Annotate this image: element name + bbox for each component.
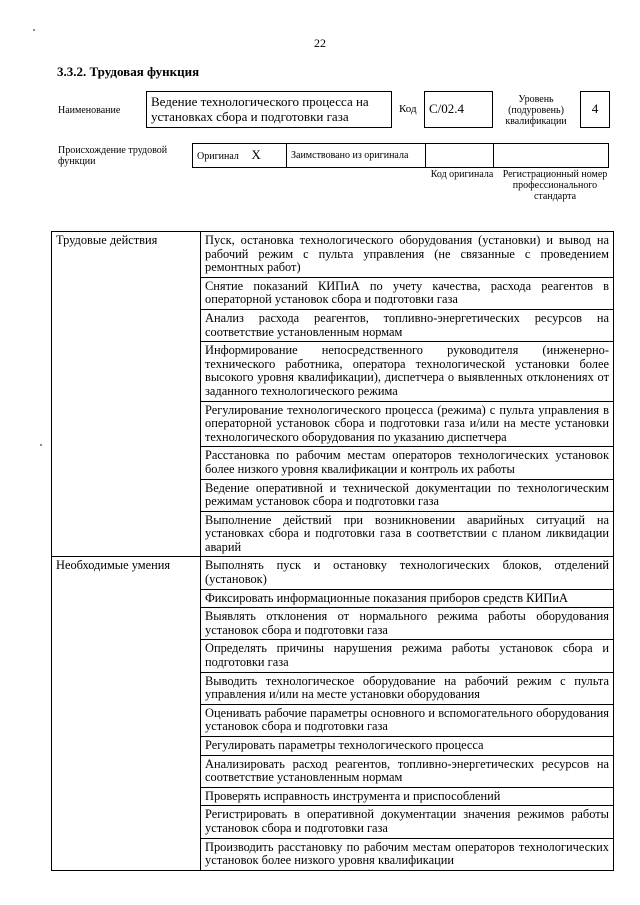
table-cell: Регистрировать в оперативной документации значения режимов работы установок сбора и подготовки газа bbox=[201, 806, 614, 838]
origin-label: Происхождение трудовой функции bbox=[58, 145, 168, 167]
table-cell: Информирование непосредственного руководителя (инженерно-технического работника, оператора технологической установки более высокого уровня квалификации), диспетчера о выявленных отклонениях от заданного технологического режима bbox=[201, 342, 614, 401]
table-cell: Расстановка по рабочим местам операторов технологических установок более низкого уровня квалификации и контроль их работы bbox=[201, 447, 614, 479]
function-name: Ведение технологического процесса на установках сбора и подготовки газа bbox=[146, 91, 392, 128]
table-body bbox=[52, 232, 614, 871]
level-label: Уровень (подуровень) квалификации bbox=[505, 94, 567, 127]
origin-code-cell bbox=[426, 144, 494, 168]
qualification-level: 4 bbox=[580, 91, 610, 128]
original-cell bbox=[193, 144, 287, 168]
reg-number-cell bbox=[494, 144, 609, 168]
name-label: Наименование bbox=[58, 105, 121, 116]
table-cell: Ведение оперативной и технической документации по технологическим режимам установок сбора и подготовки газа bbox=[201, 479, 614, 511]
table-cell: Выводить технологическое оборудование на рабочий режим с пульта управления и/или на месте установки оборудования bbox=[201, 672, 614, 704]
borrowed-cell bbox=[287, 144, 426, 168]
original-mark: X bbox=[251, 147, 261, 162]
page-number: 22 bbox=[314, 36, 326, 50]
reg-caption: Регистрационный номер профессионального стандарта bbox=[502, 169, 608, 202]
table-cell: Анализ расхода реагентов, топливно-энергетических ресурсов на соответствие установленным нормам bbox=[201, 309, 614, 341]
table-cell: Фиксировать информационные показания приборов средств КИПиА bbox=[201, 589, 614, 608]
code-label: Код bbox=[399, 103, 417, 115]
table-cell: Анализировать расход реагентов, топливно-энергетических ресурсов на соответствие установленным нормам bbox=[201, 755, 614, 787]
function-code: С/02.4 bbox=[424, 91, 493, 128]
category-cell: Трудовые действия bbox=[52, 232, 201, 557]
section-title: 3.3.2. Трудовая функция bbox=[57, 64, 200, 79]
function-table bbox=[51, 231, 614, 871]
table-cell: Выявлять отклонения от нормального режима работы оборудования установок сбора и подготовки газа bbox=[201, 608, 614, 640]
table-cell: Выполнение действий при возникновении аварийных ситуаций на установках сбора и подготовки газа в соответствии с планом ликвидации аварий bbox=[201, 511, 614, 557]
table-row bbox=[52, 232, 614, 278]
table-cell: Регулировать параметры технологического процесса bbox=[201, 737, 614, 756]
table-cell: Регулирование технологического процесса (режима) с пульта управления в операторной установок сбора и подготовки газа и/или на месте установки технологического оборудования по указанию диспетчера bbox=[201, 401, 614, 447]
scan-speck bbox=[40, 444, 42, 446]
original-label: Оригинал bbox=[197, 151, 239, 162]
table-row bbox=[52, 557, 614, 589]
table-cell: Определять причины нарушения режима работы установок сбора и подготовки газа bbox=[201, 640, 614, 672]
origin-table bbox=[192, 143, 609, 168]
table-cell: Производить расстановку по рабочим местам операторов технологических установок более низкого уровня квалификации bbox=[201, 838, 614, 870]
table-cell: Выполнять пуск и остановку технологических блоков, отделений (установок) bbox=[201, 557, 614, 589]
table-cell: Снятие показаний КИПиА по учету качества, расхода реагентов в операторной установок сбора и подготовки газа bbox=[201, 277, 614, 309]
code-caption: Код оригинала bbox=[430, 169, 494, 180]
table-cell: Оценивать рабочие параметры основного и вспомогательного оборудования установок сбора и подготовки газа bbox=[201, 704, 614, 736]
table-cell: Пуск, остановка технологического оборудования (установки) и вывод на рабочий режим с пульта управления (не связанные с проведением ремонтных работ) bbox=[201, 232, 614, 278]
table-cell: Проверять исправность инструмента и приспособлений bbox=[201, 787, 614, 806]
category-cell: Необходимые умения bbox=[52, 557, 201, 870]
scan-speck bbox=[33, 29, 35, 31]
borrowed-label: Заимствовано из оригинала bbox=[291, 150, 409, 161]
